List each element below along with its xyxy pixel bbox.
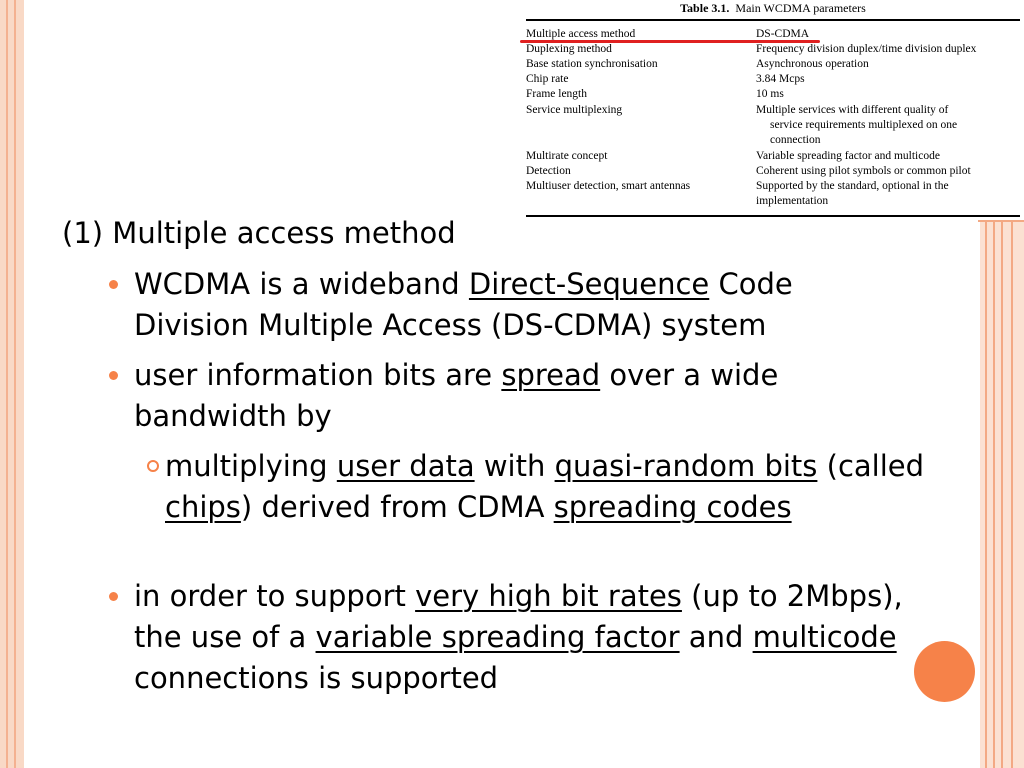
section-heading: (1) Multiple access method — [62, 216, 456, 250]
underlined-term: spread — [501, 358, 601, 392]
left-decor-line — [6, 0, 8, 768]
bullet-text: connections is supported — [134, 661, 499, 695]
table-param: Multiuser detection, smart antennas — [526, 180, 691, 192]
table-value: Coherent using pilot symbols or common pilot — [756, 165, 971, 177]
table-value-block — [756, 179, 1024, 209]
right-decor-line — [1001, 222, 1003, 768]
table-value: 10 ms — [756, 88, 784, 100]
bullet-text: (up to 2Mbps), the use of a — [134, 579, 903, 654]
wcdma-parameters-table — [522, 0, 1024, 218]
table-top-rule — [526, 19, 1020, 21]
bullet-text: (called — [817, 449, 925, 483]
table-value-cont: service requirements multiplexed on one — [770, 119, 958, 131]
bullet-dot-icon — [109, 371, 118, 380]
underlined-term: quasi-random bits — [554, 449, 818, 483]
table-value-cont: implementation — [756, 195, 829, 207]
right-decor-line — [1011, 222, 1013, 768]
table-caption-title: Main WCDMA parameters — [735, 1, 866, 15]
bullet-text: in order to support — [134, 579, 416, 613]
left-decor-line — [14, 0, 16, 768]
table-value: Variable spreading factor and multicode — [756, 150, 940, 162]
bullet-item — [134, 264, 914, 346]
table-param: Chip rate — [526, 73, 569, 85]
left-decor-band — [0, 0, 24, 768]
bullet-text: over a wide bandwidth by — [134, 358, 779, 433]
table-value: 3.84 Mcps — [756, 73, 805, 85]
bullet-item — [134, 355, 914, 437]
bullet-text: and — [679, 620, 753, 654]
underlined-term: variable spreading factor — [315, 620, 680, 654]
table-param: Frame length — [526, 88, 587, 100]
table-param: Multiple access method — [526, 28, 636, 40]
underlined-term: spreading codes — [553, 490, 792, 524]
table-value: Frequency division duplex/time division duplex — [756, 43, 977, 55]
table-caption — [522, 1, 1024, 16]
sub-bullet-ring-icon — [147, 460, 159, 472]
right-decor-line — [993, 222, 995, 768]
table-param: Base station synchronisation — [526, 58, 658, 70]
table-value-block — [756, 103, 1024, 148]
table-value-cont: connection — [770, 134, 821, 146]
table-param: Multirate concept — [526, 150, 608, 162]
underlined-term: multicode — [752, 620, 897, 654]
bullet-dot-icon — [109, 280, 118, 289]
underlined-term: user data — [336, 449, 475, 483]
highlight-underline — [520, 40, 820, 43]
bullet-text: with — [474, 449, 555, 483]
bullet-text: multiplying — [165, 449, 337, 483]
table-param: Service multiplexing — [526, 104, 623, 116]
sub-bullet-item — [165, 446, 925, 528]
table-caption-label: Table 3.1. — [680, 1, 730, 15]
bullet-text: WCDMA is a wideband — [134, 267, 469, 301]
underlined-term: Direct-Sequence — [468, 267, 710, 301]
bullet-dot-icon — [109, 592, 118, 601]
table-param: Detection — [526, 165, 571, 177]
underlined-term: chips — [165, 490, 241, 524]
table-value: DS-CDMA — [756, 28, 810, 40]
bullet-text: ) derived from CDMA — [240, 490, 554, 524]
table-value: Multiple services with different quality of — [756, 104, 949, 116]
table-value: Supported by the standard, optional in the — [756, 180, 949, 192]
table-bottom-rule — [526, 215, 1020, 217]
bullet-item — [134, 576, 914, 699]
right-decor-line — [985, 222, 987, 768]
bullet-text: Code Division Multiple Access (DS-CDMA) system — [134, 267, 793, 342]
orange-circle-decor — [914, 641, 975, 702]
table-param: Duplexing method — [526, 43, 612, 55]
bullet-text: user information bits are — [134, 358, 502, 392]
table-value: Asynchronous operation — [756, 58, 869, 70]
underlined-term: very high bit rates — [415, 579, 682, 613]
